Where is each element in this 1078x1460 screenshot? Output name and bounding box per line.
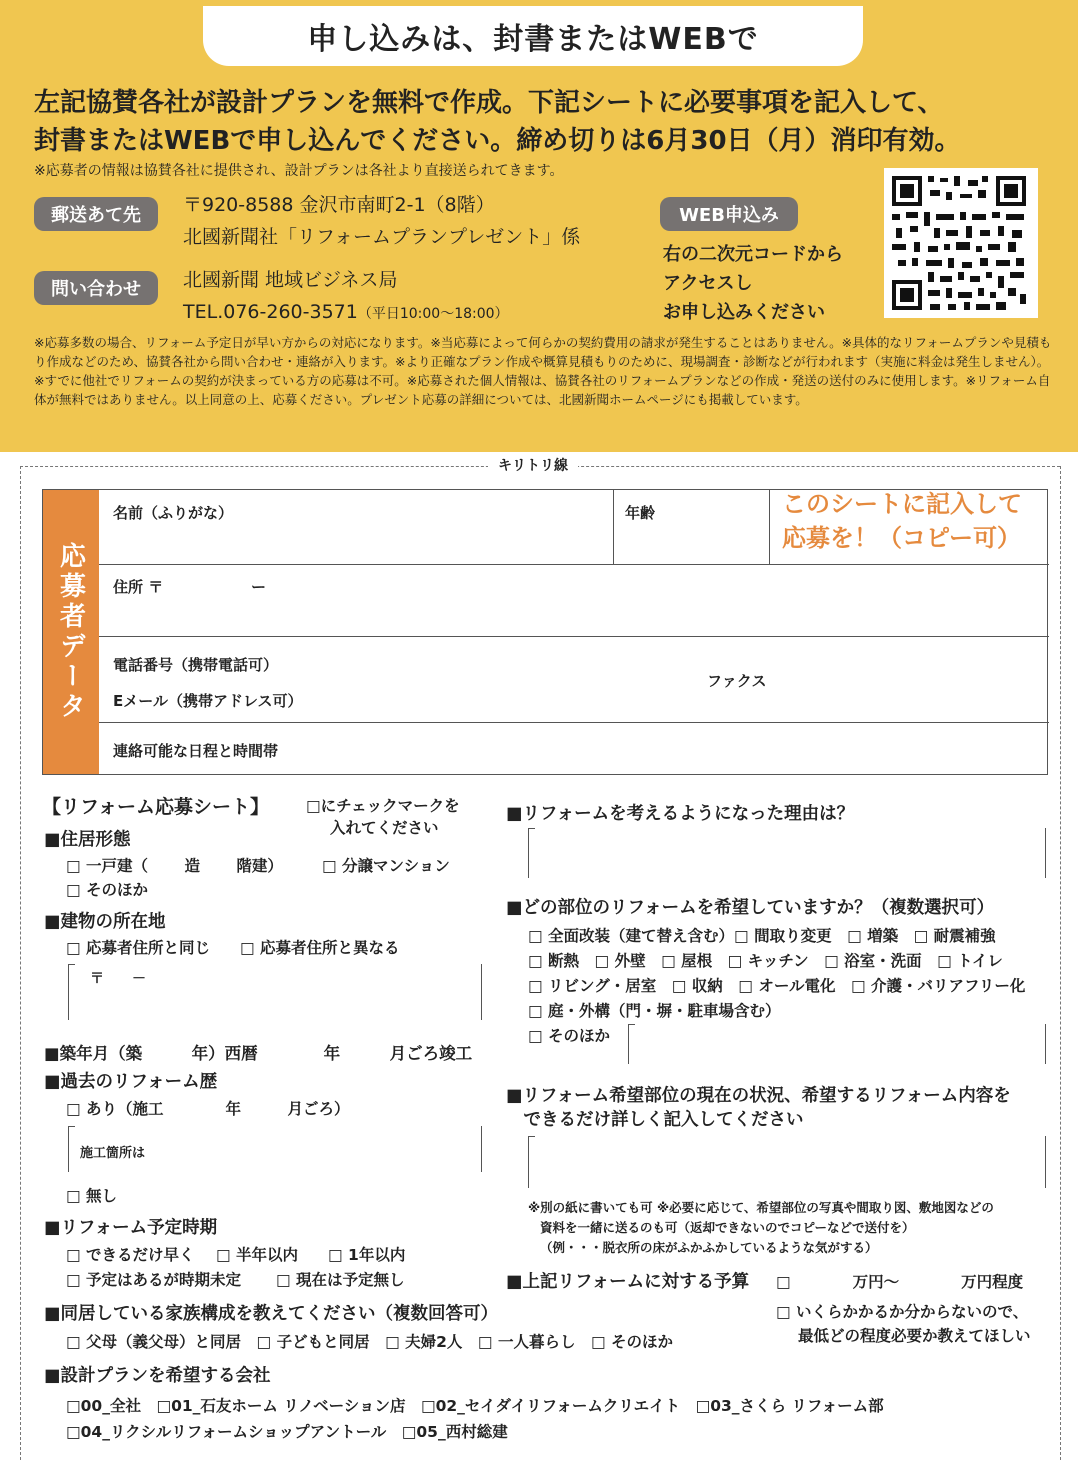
- built-heading: ■築年月（築 年）西暦 年 月ごろ竣工: [44, 1044, 473, 1063]
- inquiry-info: [183, 264, 509, 330]
- housing-detached[interactable]: □ 一戸建（ 造 階建）: [66, 857, 283, 875]
- cut-label: キリトリ線: [488, 455, 578, 475]
- status-note-3: （例・・・脱衣所の床がふかふかしているような気がする）: [540, 1240, 878, 1255]
- qr-code[interactable]: [884, 168, 1038, 318]
- timing-asap[interactable]: □ できるだけ早く: [66, 1246, 195, 1264]
- divider: [99, 564, 1049, 565]
- disclaimer: ※応募多数の場合、リフォーム予定日が早い方からの対応になります。※当応募によって何らかの契約費用の請求が発生することはありません。※具体的なリフォームプランや見積もり作成などのため、協賛各社から問い合わせ・連絡が入ります。※より正確なプラン作成や概算見積もりのために、現場調査・診断などが行われます（実施に料金は発生しません）。※すでに他社でリフォームの契約が決まっている方の応募は不可。※応募された個人情報は、協賛各社のリフォームプランなどの作成・発送の送付のみに使用します。※リフォーム自体が無料ではありません。以上同意の上、応募ください。プレゼント応募の詳細については、北國新聞ホームページにも掲載しています。: [34, 335, 1052, 407]
- schedule-label: 連絡可能な日程と時間帯: [113, 742, 279, 760]
- inquiry-hours: （平日10:00〜18:00）: [357, 306, 509, 322]
- company-options-1[interactable]: □00_全社 □01_石友ホーム リノベーション店 □02_セイダイリフォームクリエイト □03_さくら リフォーム部: [66, 1397, 884, 1415]
- web-instructions: [663, 240, 843, 327]
- status-note-2: 資料を一緒に送るのも可（返却できないのでコピーなどで送付を）: [540, 1220, 915, 1235]
- web-line-2: アクセスし: [663, 273, 753, 294]
- divider: [99, 722, 1049, 723]
- fax-label: ファクス: [707, 672, 767, 690]
- divider: [769, 490, 770, 564]
- provider-note: ※応募者の情報は協賛各社に提供され、設計プランは各社より直接送られてきます。: [34, 163, 564, 179]
- check-note-2: 入れてください: [330, 819, 439, 837]
- housing-other[interactable]: □ そのほか: [66, 881, 149, 899]
- parts-row-2[interactable]: □ 断熱 □ 外壁 □ 屋根 □ キッチン □ 浴室・洗面 □ トイレ: [528, 952, 1003, 970]
- reason-heading: ■リフォームを考えるようになった理由は？: [506, 804, 855, 824]
- check-note-1: □にチェックマークを: [306, 797, 460, 815]
- company-heading: ■設計プランを希望する会社: [44, 1366, 271, 1386]
- parts-other-input[interactable]: [628, 1024, 1046, 1064]
- location-same[interactable]: □ 応募者住所と同じ: [66, 939, 211, 957]
- family-heading: ■同居している家族構成を教えてください（複数回答可）: [44, 1304, 499, 1324]
- info-panel: [0, 0, 1078, 452]
- lead-text: [34, 84, 961, 160]
- timing-heading: ■リフォーム予定時期: [44, 1218, 218, 1238]
- location-different[interactable]: □ 応募者住所と異なる: [240, 939, 400, 957]
- housing-condo[interactable]: □ 分譲マンション: [322, 857, 450, 875]
- web-tag[interactable]: WEB申込み: [660, 197, 798, 231]
- history-no[interactable]: □ 無し: [66, 1187, 118, 1205]
- age-label: 年齢: [625, 504, 656, 522]
- timing-none[interactable]: □ 現在は予定無し: [276, 1271, 405, 1289]
- divider: [613, 490, 614, 564]
- timing-undecided[interactable]: □ 予定はあるが時期未定: [66, 1271, 242, 1289]
- history-yes[interactable]: □ あり（施工 年 月ごろ）: [66, 1100, 350, 1118]
- mail-address: [183, 189, 580, 253]
- status-input[interactable]: [528, 1136, 1046, 1188]
- parts-row-4[interactable]: □ 庭・外構（門・塀・駐車場含む）: [528, 1002, 781, 1020]
- reason-input[interactable]: [528, 828, 1046, 878]
- parts-row-1[interactable]: □ 全面改装（建て替え含む）□ 間取り変更 □ 増築 □ 耐震補強: [528, 927, 996, 945]
- budget-heading: ■上記リフォームに対する予算: [506, 1272, 750, 1292]
- budget-amount[interactable]: □ 万円〜 万円程度: [776, 1273, 1024, 1291]
- cut-line-right: [1060, 466, 1061, 1460]
- callout-line-1: このシートに記入して: [782, 490, 1022, 518]
- parts-row-3[interactable]: □ リビング・居室 □ 収納 □ オール電化 □ 介護・バリアフリー化: [528, 977, 1026, 995]
- inquiry-line-1: 北國新聞 地域ビジネス局: [183, 269, 398, 291]
- web-line-1: 右の二次元コードから: [663, 244, 843, 265]
- parts-heading: ■どの部位のリフォームを希望していますか？（複数選択可）: [506, 898, 995, 918]
- lead-line-1: 左記協賛各社が設計プランを無料で作成。下記シートに必要事項を記入して、: [34, 88, 944, 118]
- sheet-callout: [782, 487, 1022, 555]
- status-note-1: ※別の紙に書いても可 ※必要に応じて、希望部位の写真や間取り図、敷地図などの: [528, 1200, 994, 1215]
- address-dash: ー: [251, 578, 267, 596]
- housing-heading: ■住居形態: [44, 830, 131, 850]
- status-heading-1: ■リフォーム希望部位の現在の状況、希望するリフォーム内容を: [506, 1086, 1011, 1106]
- divider: [99, 636, 1049, 637]
- mail-line-1: 〒920-8588 金沢市南町2-1（8階）: [183, 194, 495, 216]
- history-heading: ■過去のリフォーム歴: [44, 1072, 218, 1092]
- mail-tag: 郵送あて先: [34, 197, 158, 231]
- timing-one-year[interactable]: □ 1年以内: [328, 1246, 406, 1264]
- mail-line-2: 北國新聞社「リフォームプランプレゼント」係: [183, 226, 581, 248]
- name-label: 名前（ふりがな）: [113, 504, 234, 522]
- inquiry-tel: TEL.076-260-3571: [183, 301, 358, 323]
- location-heading: ■建物の所在地: [44, 912, 166, 932]
- budget-unknown[interactable]: □ いくらかかるか分からないので、: [776, 1303, 1029, 1321]
- page-title: 申し込みは、封書またはWEBで: [203, 6, 863, 66]
- cut-line-left: [20, 466, 21, 1460]
- applicant-side-label: 応募者データ: [43, 490, 99, 774]
- email-label: Eメール（携帯アドレス可）: [113, 692, 303, 710]
- address-label: 住所 〒: [113, 578, 164, 596]
- status-heading-2: できるだけ詳しく記入してください: [506, 1110, 804, 1130]
- web-line-3: お申し込みください: [663, 302, 825, 323]
- sheet-title: 【リフォーム応募シート】: [42, 796, 270, 818]
- parts-row-5[interactable]: □ そのほか: [528, 1027, 611, 1045]
- phone-label: 電話番号（携帯電話可）: [113, 656, 279, 674]
- budget-unknown-2: 最低どの程度必要か教えてほしい: [798, 1327, 1031, 1345]
- lead-line-2: 封書またはWEBで申し込んでください。締め切りは6月30日（月）消印有効。: [34, 126, 961, 156]
- history-place-label: 施工箇所は: [80, 1146, 146, 1161]
- callout-line-2: 応募を！（コピー可）: [782, 524, 1022, 552]
- company-options-2[interactable]: □04_リクシルリフォームショップアントール □05_西村総建: [66, 1423, 508, 1441]
- location-zip: 〒 －: [90, 971, 146, 987]
- timing-half-year[interactable]: □ 半年以内: [216, 1246, 299, 1264]
- family-options[interactable]: □ 父母（義父母）と同居 □ 子どもと同居 □ 夫婦2人 □ 一人暮らし □ そのほか: [66, 1333, 673, 1351]
- inquiry-tag: 問い合わせ: [34, 271, 158, 305]
